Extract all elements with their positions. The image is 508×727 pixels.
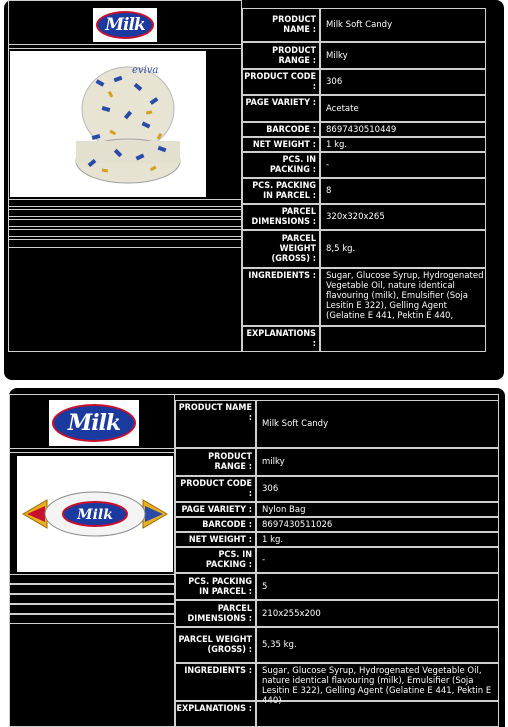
value-page-variety: Nylon Bag (256, 502, 499, 517)
value-pcs-packing-in-parcel: 5 (256, 573, 499, 600)
logo-text: Milk (67, 410, 121, 436)
value-barcode: 8697430511026 (256, 517, 499, 532)
label-barcode: BARCODE : (242, 122, 320, 137)
divider (9, 574, 175, 584)
value-product-name: Milk Soft Candy (256, 400, 499, 448)
logo-text: Milk (105, 15, 145, 35)
divider (9, 594, 175, 604)
label-parcel-weight: PARCEL WEIGHT (GROSS) : (242, 230, 320, 268)
label-product-range: PRODUCT RANGE : (242, 42, 320, 69)
value-net-weight: 1 kg. (256, 532, 499, 547)
wrapper-brand-text: Milk (77, 507, 113, 523)
label-parcel-dimensions: PARCEL DIMENSIONS : (242, 204, 320, 230)
value-page-variety: Acetate (320, 95, 486, 122)
value-product-range: Milky (320, 42, 486, 69)
label-pcs-in-packing: PCS. IN PACKING : (175, 547, 256, 573)
value-ingredients: Sugar, Glucose Syrup, Hydrogenated Vegetable Oil, nature identical flavouring (milk), Emulsifier (Soja Lesitin E 322), Gelling Agent (Gelatine E 441, Pektin E 440) (256, 663, 499, 701)
divider (8, 44, 242, 49)
value-pcs-in-packing: - (320, 152, 486, 178)
value-product-code: 306 (256, 476, 499, 502)
value-parcel-dimensions: 320x320x265 (320, 204, 486, 230)
label-page-variety: PAGE VARIETY : (175, 502, 256, 517)
brand-logo (49, 400, 139, 446)
label-product-code: PRODUCT CODE : (175, 476, 256, 502)
candy-bowl-image (10, 51, 206, 197)
divider (8, 219, 242, 227)
bag-brand-text: eviva (132, 65, 159, 76)
divider (8, 209, 242, 217)
label-pcs-in-packing: PCS. IN PACKING : (242, 152, 320, 178)
divider (9, 584, 175, 594)
label-pcs-packing-in-parcel: PCS. PACKING IN PARCEL : (175, 573, 256, 600)
label-parcel-dimensions: PARCEL DIMENSIONS : (175, 600, 256, 627)
value-parcel-dimensions: 210x255x200 (256, 600, 499, 627)
label-product-name: PRODUCT NAME : (242, 8, 320, 42)
divider (9, 614, 175, 624)
product-sheet-acetate (4, 0, 504, 380)
brand-logo (93, 8, 157, 42)
product-photo (10, 51, 206, 197)
value-explanations (320, 326, 486, 352)
label-net-weight: NET WEIGHT : (242, 137, 320, 152)
value-barcode: 8697430510449 (320, 122, 486, 137)
label-net-weight: NET WEIGHT : (175, 532, 256, 547)
value-parcel-weight: 8,5 kg. (320, 230, 486, 268)
divider (9, 604, 175, 614)
value-explanations (256, 701, 499, 727)
value-net-weight: 1 kg. (320, 137, 486, 152)
product-sheet-nylon-bag (9, 388, 505, 727)
divider (8, 199, 242, 207)
value-product-name: Milk Soft Candy (320, 8, 486, 42)
value-ingredients: Sugar, Glucose Syrup, Hydrogenated Vegetable Oil, nature identical flavouring (milk), Emulsifier (Soja Lesitin E 322), Gelling Agent (Gelatine E 441, Pektin E 440, (320, 268, 486, 326)
value-pcs-packing-in-parcel: 8 (320, 178, 486, 204)
label-pcs-packing-in-parcel: PCS. PACKING IN PARCEL : (242, 178, 320, 204)
value-parcel-weight: 5,35 kg. (256, 627, 499, 663)
value-product-code: 306 (320, 69, 486, 95)
label-barcode: BARCODE : (175, 517, 256, 532)
logo-oval (96, 11, 154, 39)
label-page-variety: PAGE VARIETY : (242, 95, 320, 122)
label-explanations: EXPLANATIONS : (175, 701, 256, 727)
label-product-range: PRODUCT RANGE : (175, 448, 256, 476)
label-product-code: PRODUCT CODE : (242, 69, 320, 95)
product-photo (17, 456, 173, 572)
label-ingredients: INGREDIENTS : (242, 268, 320, 326)
label-parcel-weight: PARCEL WEIGHT (GROSS) : (175, 627, 256, 663)
value-pcs-in-packing: - (256, 547, 499, 573)
divider (9, 448, 175, 453)
label-explanations: EXPLANATIONS : (242, 326, 320, 352)
candy-wrapper-image (17, 456, 173, 572)
value-product-range: milky (256, 448, 499, 476)
divider (8, 229, 242, 237)
logo-oval (52, 404, 136, 442)
label-product-name: PRODUCT NAME : (175, 400, 256, 448)
label-ingredients: INGREDIENTS : (175, 663, 256, 701)
divider (8, 239, 242, 248)
